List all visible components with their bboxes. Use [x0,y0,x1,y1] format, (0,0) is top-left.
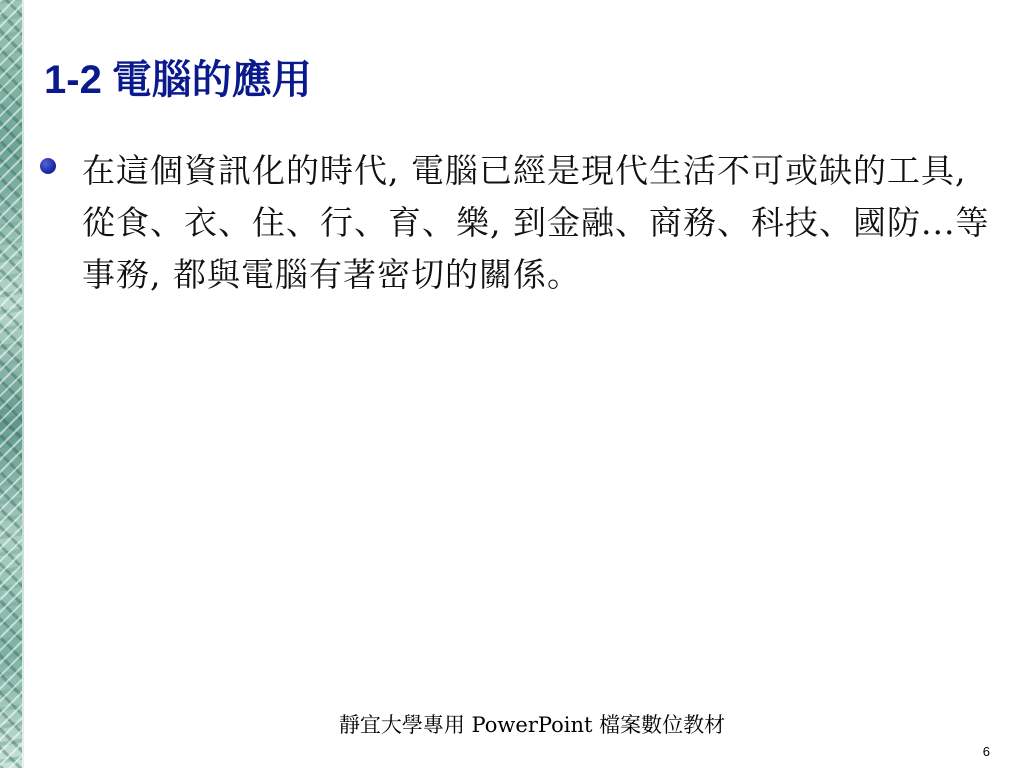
decorative-strip-edge [22,0,24,768]
bullet-text: 在這個資訊化的時代, 電腦已經是現代生活不可或缺的工具, 從食、衣、住、行、育、樂, 到金融、商務、科技、國防...等事務, 都與電腦有著密切的關係。 [82,151,990,294]
slide-title-text: 電腦的應用 [111,57,312,103]
bullet-list-item [40,145,1000,301]
slide-title-number: 1-2 [44,58,102,102]
bullet-icon [40,158,56,174]
decorative-left-strip [0,0,22,768]
page-number: 6 [982,744,990,759]
slide-title [44,52,312,108]
slide-footer: 靜宜大學專用 PowerPoint 檔案數位教材 [338,713,726,737]
